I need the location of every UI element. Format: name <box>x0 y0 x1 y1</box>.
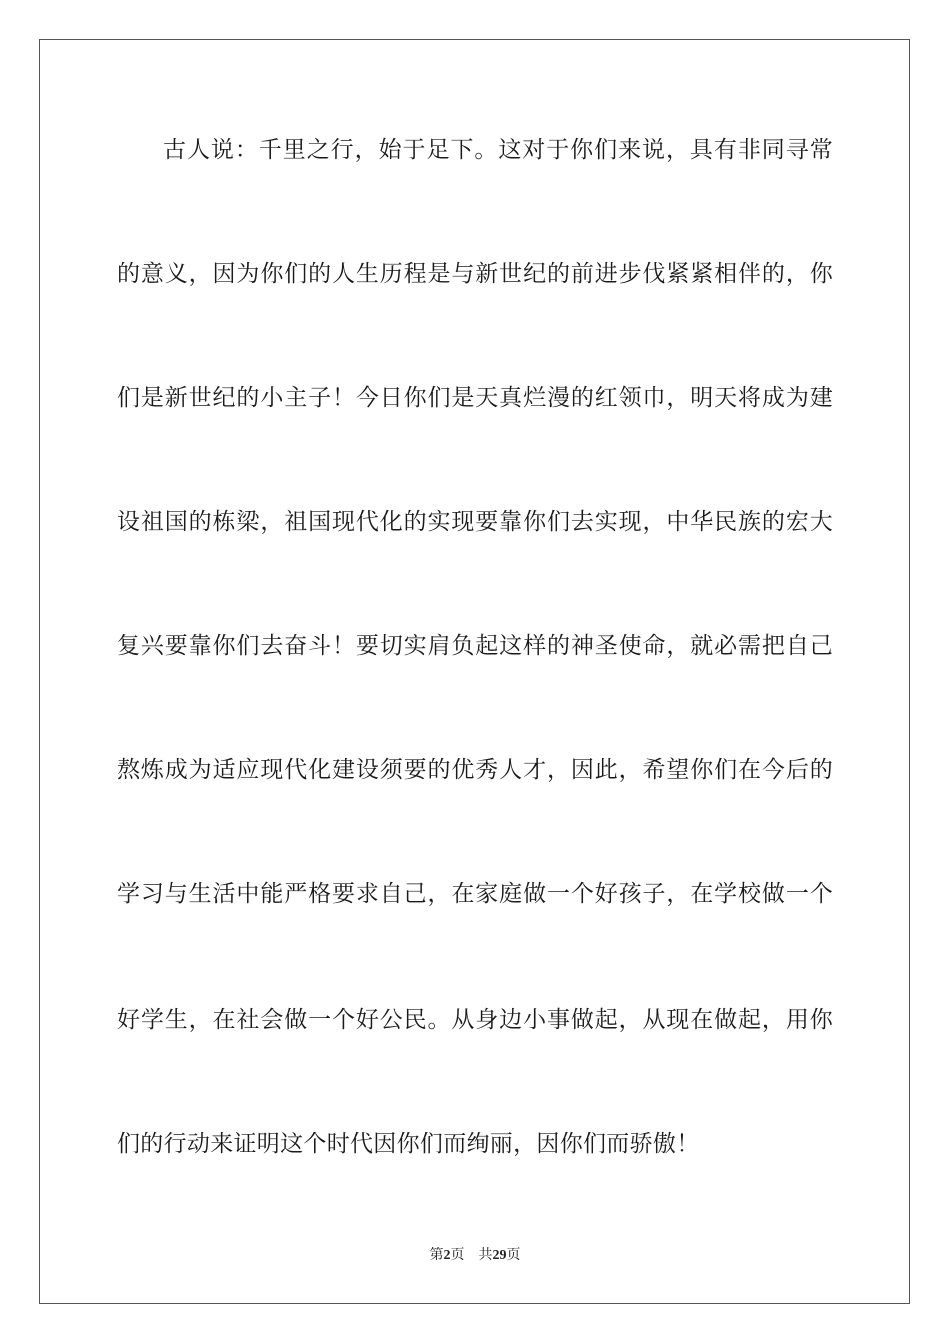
total-page-count: 29 <box>492 1248 507 1263</box>
paragraph-line-3: 们是新世纪的小主子！今日你们是天真烂漫的红领巾，明天将成为建 <box>117 385 833 411</box>
paragraph-line-1: 古人说：千里之行，始于足下。这对于你们来说，具有非同寻常 <box>163 137 833 163</box>
total-label-prefix: 共 <box>478 1247 493 1263</box>
paragraph-line-7: 学习与生活中能严格要求自己，在家庭做一个好孩子，在学校做一个 <box>117 881 833 907</box>
page-label-prefix: 第 <box>429 1247 444 1263</box>
current-page-number: 2 <box>443 1248 451 1263</box>
paragraph-line-6: 熬炼成为适应现代化建设须要的优秀人才，因此，希望你们在今后的 <box>117 757 833 783</box>
page-footer <box>0 1246 950 1265</box>
paragraph-line-2: 的意义，因为你们的人生历程是与新世纪的前进步伐紧紧相伴的，你 <box>117 261 833 287</box>
paragraph-line-9: 们的行动来证明这个时代因你们而绚丽，因你们而骄傲！ <box>117 1131 700 1157</box>
paragraph-line-8: 好学生，在社会做一个好公民。从身边小事做起，从现在做起，用你 <box>117 1007 833 1033</box>
total-label-suffix: 页 <box>506 1247 521 1263</box>
paragraph-line-4: 设祖国的栋梁，祖国现代化的实现要靠你们去实现，中华民族的宏大 <box>117 509 833 535</box>
page-frame <box>39 39 910 1304</box>
page-label-suffix: 页 <box>450 1247 465 1263</box>
paragraph-line-5: 复兴要靠你们去奋斗！要切实肩负起这样的神圣使命，就必需把自己 <box>117 633 833 659</box>
